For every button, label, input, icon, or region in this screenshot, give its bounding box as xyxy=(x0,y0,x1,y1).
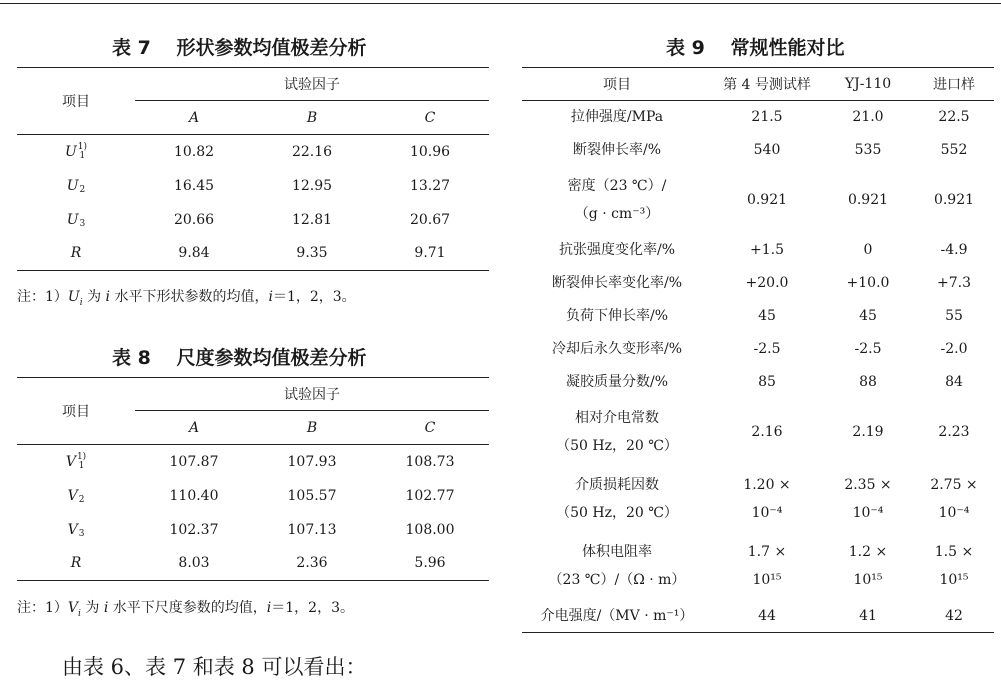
table-cell: 102.37 xyxy=(169,521,219,538)
row-label-line: 介电强度/（MV · m⁻¹） xyxy=(540,607,694,624)
table9 xyxy=(522,67,994,633)
table7-factor-c: C xyxy=(424,109,436,126)
cell-line: 41 xyxy=(859,607,877,624)
table-cell: 16.45 xyxy=(173,177,215,194)
table-cell xyxy=(712,600,822,633)
table-cell: 12.95 xyxy=(291,177,333,194)
cell-line: 10⁻⁴ xyxy=(751,505,783,521)
row-label xyxy=(522,134,712,167)
table-cell xyxy=(822,366,914,399)
table-cell xyxy=(712,533,822,600)
row-symbol: U xyxy=(64,143,77,160)
table-cell xyxy=(822,234,914,267)
row-label xyxy=(17,135,135,169)
table-row xyxy=(17,203,489,237)
table-row xyxy=(522,267,994,300)
table-row xyxy=(17,513,489,547)
table-cell xyxy=(712,399,822,466)
table7-title: 表 7 形状参数均值极差分析 xyxy=(112,37,367,59)
table-row xyxy=(17,237,489,271)
row-subscript: 3 xyxy=(78,528,85,539)
row-label xyxy=(522,366,712,399)
table8-factor-c: C xyxy=(424,419,436,436)
row-label xyxy=(17,479,135,513)
table8-header-item: 项目 xyxy=(17,378,135,445)
cell-line: 535 xyxy=(854,142,882,158)
cell-line: -4.9 xyxy=(940,242,968,258)
cell-line: +10.0 xyxy=(846,275,890,291)
table-cell: 9.71 xyxy=(414,245,446,262)
table-cell: 9.84 xyxy=(178,245,210,262)
row-label-line: 负荷下伸长率/% xyxy=(565,308,669,324)
table-cell xyxy=(914,101,994,134)
row-symbol-scripts xyxy=(80,177,86,195)
row-label-line: 抗张强度变化率/% xyxy=(558,242,676,258)
table-cell: 107.87 xyxy=(169,453,219,470)
row-label-line: （23 ℃）/（Ω · m） xyxy=(548,572,686,588)
table-cell xyxy=(712,134,822,167)
table-row xyxy=(17,169,489,203)
table-cell xyxy=(914,167,994,234)
table-row xyxy=(522,234,994,267)
row-label xyxy=(17,513,135,547)
cell-line: 10⁻⁴ xyxy=(852,505,884,521)
cell-line: 1.7 × xyxy=(747,544,787,560)
table-row xyxy=(522,600,994,633)
row-subscript: 2 xyxy=(79,184,86,195)
table-cell: 20.67 xyxy=(409,211,451,228)
table-cell xyxy=(822,101,914,134)
table8-header-factor: 试验因子 xyxy=(135,378,489,411)
table-cell: 20.66 xyxy=(173,211,215,228)
row-label xyxy=(522,234,712,267)
cell-line: 21.0 xyxy=(852,109,884,126)
table-row xyxy=(17,135,489,169)
table7 xyxy=(17,67,489,271)
table-cell: 22.16 xyxy=(291,143,333,160)
cell-line: 44 xyxy=(758,607,776,624)
table8-factor-a: A xyxy=(188,419,200,436)
cell-line: 2.35 × xyxy=(844,477,892,493)
table-cell xyxy=(822,466,914,533)
table-cell: 107.93 xyxy=(287,453,337,470)
row-symbol-scripts xyxy=(79,521,85,539)
cell-line: 84 xyxy=(945,374,963,390)
cell-line: 0 xyxy=(863,242,873,258)
table-cell xyxy=(822,333,914,366)
table-cell xyxy=(712,466,822,533)
table-cell: 8.03 xyxy=(178,555,210,572)
table7-header-factor: 试验因子 xyxy=(135,68,489,101)
table-cell: 5.96 xyxy=(414,555,446,572)
table-cell xyxy=(712,300,822,333)
table-cell xyxy=(914,333,994,366)
table-row xyxy=(522,466,994,533)
table9-header-cell: 第 4 号测试样 xyxy=(723,77,811,93)
row-label xyxy=(17,445,135,479)
table-row xyxy=(522,533,994,600)
table-row xyxy=(522,134,994,167)
row-symbol: V xyxy=(65,453,76,470)
page-top-rule xyxy=(0,3,1001,4)
row-label xyxy=(522,167,712,234)
cell-line: 21.5 xyxy=(751,109,783,126)
cell-line: 2.16 xyxy=(751,424,783,440)
row-label xyxy=(17,203,135,237)
table-row xyxy=(522,333,994,366)
table-row xyxy=(17,479,489,513)
row-superscript: 1) xyxy=(76,451,87,462)
cell-line: +20.0 xyxy=(745,275,789,291)
table-cell xyxy=(914,366,994,399)
row-symbol-scripts xyxy=(79,487,85,505)
table-cell xyxy=(914,300,994,333)
table-cell: 108.73 xyxy=(405,453,455,470)
row-superscript: 1) xyxy=(77,141,88,152)
cell-line: +7.3 xyxy=(937,275,971,291)
row-label-line: 凝胶质量分数/% xyxy=(565,374,669,390)
cell-line: 10¹⁵ xyxy=(752,572,782,588)
table8-factor-b: B xyxy=(306,419,318,436)
row-label xyxy=(522,399,712,466)
table-cell xyxy=(822,167,914,234)
cell-line: 0.921 xyxy=(847,192,889,208)
row-label-line: 密度（23 ℃）/ xyxy=(567,178,667,194)
row-symbol: R xyxy=(70,245,82,262)
cell-line: 45 xyxy=(758,308,776,324)
table-cell xyxy=(914,134,994,167)
cell-line: 1.20 × xyxy=(743,477,791,493)
row-subscript: 2 xyxy=(78,494,85,505)
table-cell: 110.40 xyxy=(169,487,219,504)
cell-line: 55 xyxy=(945,308,963,324)
table-row xyxy=(17,547,489,581)
table-cell xyxy=(914,399,994,466)
table-cell xyxy=(712,234,822,267)
row-label xyxy=(17,547,135,581)
row-label-line: 冷却后永久变形率/% xyxy=(551,341,683,357)
table-cell: 102.77 xyxy=(405,487,455,504)
cell-line: 42 xyxy=(945,607,963,624)
row-label-line: 相对介电常数 xyxy=(575,410,659,426)
table8 xyxy=(17,377,489,581)
row-label xyxy=(17,237,135,271)
row-label-line: 介质损耗因数 xyxy=(575,477,659,493)
table9-header-cell: 项目 xyxy=(603,77,631,93)
body-paragraph: 由表 6、表 7 和表 8 可以看出： xyxy=(62,655,367,679)
cell-line: 552 xyxy=(940,142,968,158)
cell-line: 540 xyxy=(753,142,781,158)
cell-line: 10¹⁵ xyxy=(853,572,883,588)
table-row xyxy=(522,300,994,333)
cell-line: 88 xyxy=(859,374,877,390)
row-label-line: 断裂伸长率变化率/% xyxy=(551,275,683,291)
cell-line: -2.5 xyxy=(753,341,781,357)
table-cell xyxy=(712,101,822,134)
table-cell xyxy=(822,533,914,600)
table-cell xyxy=(914,234,994,267)
table8-title: 表 8 尺度参数均值极差分析 xyxy=(112,347,367,369)
row-symbol: V xyxy=(67,487,78,504)
table-cell xyxy=(712,267,822,300)
row-label xyxy=(17,169,135,203)
cell-line: 10¹⁵ xyxy=(939,572,969,588)
cell-line: -2.5 xyxy=(854,341,882,357)
row-subscript: 3 xyxy=(79,218,86,229)
table-cell xyxy=(712,333,822,366)
table-cell: 108.00 xyxy=(405,521,455,538)
table-row xyxy=(17,445,489,479)
cell-line: 45 xyxy=(859,308,877,324)
table-cell: 10.96 xyxy=(409,143,451,160)
table-cell xyxy=(822,600,914,633)
table9-header-cell: YJ-110 xyxy=(844,76,892,92)
row-label-line: （50 Hz，20 ℃） xyxy=(556,438,678,454)
cell-line: 0.921 xyxy=(746,192,788,208)
table9-title: 表 9 常规性能对比 xyxy=(666,37,845,59)
table-cell: 107.13 xyxy=(287,521,337,538)
row-label-line: 体积电阻率 xyxy=(582,544,652,560)
row-symbol: U xyxy=(66,211,79,228)
row-label xyxy=(522,466,712,533)
table-cell xyxy=(914,600,994,633)
table7-note: 注：$1)U_i$ 为 i 水平下形状参数的均值，i＝1，2，3。 xyxy=(17,289,356,308)
table-cell xyxy=(822,134,914,167)
row-label xyxy=(522,533,712,600)
table-cell xyxy=(822,267,914,300)
row-label xyxy=(522,267,712,300)
row-symbol: R xyxy=(70,555,82,572)
row-subscript: 1 xyxy=(79,150,86,161)
table-cell xyxy=(914,267,994,300)
table-row xyxy=(522,101,994,134)
row-symbol-scripts xyxy=(78,143,87,161)
row-label-line: 拉伸强度/MPa xyxy=(570,109,664,126)
table7-header-item: 项目 xyxy=(17,68,135,135)
table-cell xyxy=(822,399,914,466)
cell-line: +1.5 xyxy=(750,242,784,258)
table-cell: 105.57 xyxy=(287,487,337,504)
row-symbol-scripts xyxy=(80,211,86,229)
row-label-line: （50 Hz，20 ℃） xyxy=(556,505,678,521)
table7-factor-a: A xyxy=(188,109,200,126)
row-label xyxy=(522,300,712,333)
table-row xyxy=(522,366,994,399)
row-symbol-scripts xyxy=(77,453,86,471)
table9-header-cell: 进口样 xyxy=(933,77,975,93)
cell-line: 85 xyxy=(758,374,776,390)
table-row xyxy=(522,399,994,466)
cell-line: 1.5 × xyxy=(934,544,974,560)
cell-line: 2.75 × xyxy=(930,477,978,493)
row-label-line: 断裂伸长率/% xyxy=(572,142,662,158)
cell-line: 2.23 xyxy=(938,424,970,440)
table-cell: 9.35 xyxy=(296,245,328,262)
table-cell: 2.36 xyxy=(296,555,328,572)
table-cell: 12.81 xyxy=(291,211,333,228)
table-cell xyxy=(914,533,994,600)
cell-line: 22.5 xyxy=(938,109,970,126)
cell-line: 1.2 × xyxy=(848,544,888,560)
table-cell xyxy=(822,300,914,333)
row-label-line: （g · cm⁻³） xyxy=(574,206,660,222)
row-label xyxy=(522,600,712,633)
row-symbol: U xyxy=(66,177,79,194)
row-label xyxy=(522,101,712,134)
table7-factor-b: B xyxy=(306,109,318,126)
table-cell: 13.27 xyxy=(409,177,451,194)
cell-line: -2.0 xyxy=(940,341,968,357)
cell-line: 10⁻⁴ xyxy=(938,505,970,521)
cell-line: 2.19 xyxy=(852,424,884,440)
table-row xyxy=(522,167,994,234)
table-cell xyxy=(712,366,822,399)
row-subscript: 1 xyxy=(78,460,85,471)
table8-note: 注：$1)V_i$ 为 i 水平下尺度参数的均值，i＝1，2，3。 xyxy=(17,600,354,619)
table-cell xyxy=(914,466,994,533)
cell-line: 0.921 xyxy=(933,192,975,208)
row-symbol: V xyxy=(67,521,78,538)
table-cell xyxy=(712,167,822,234)
table-cell: 10.82 xyxy=(173,143,215,160)
row-label xyxy=(522,333,712,366)
